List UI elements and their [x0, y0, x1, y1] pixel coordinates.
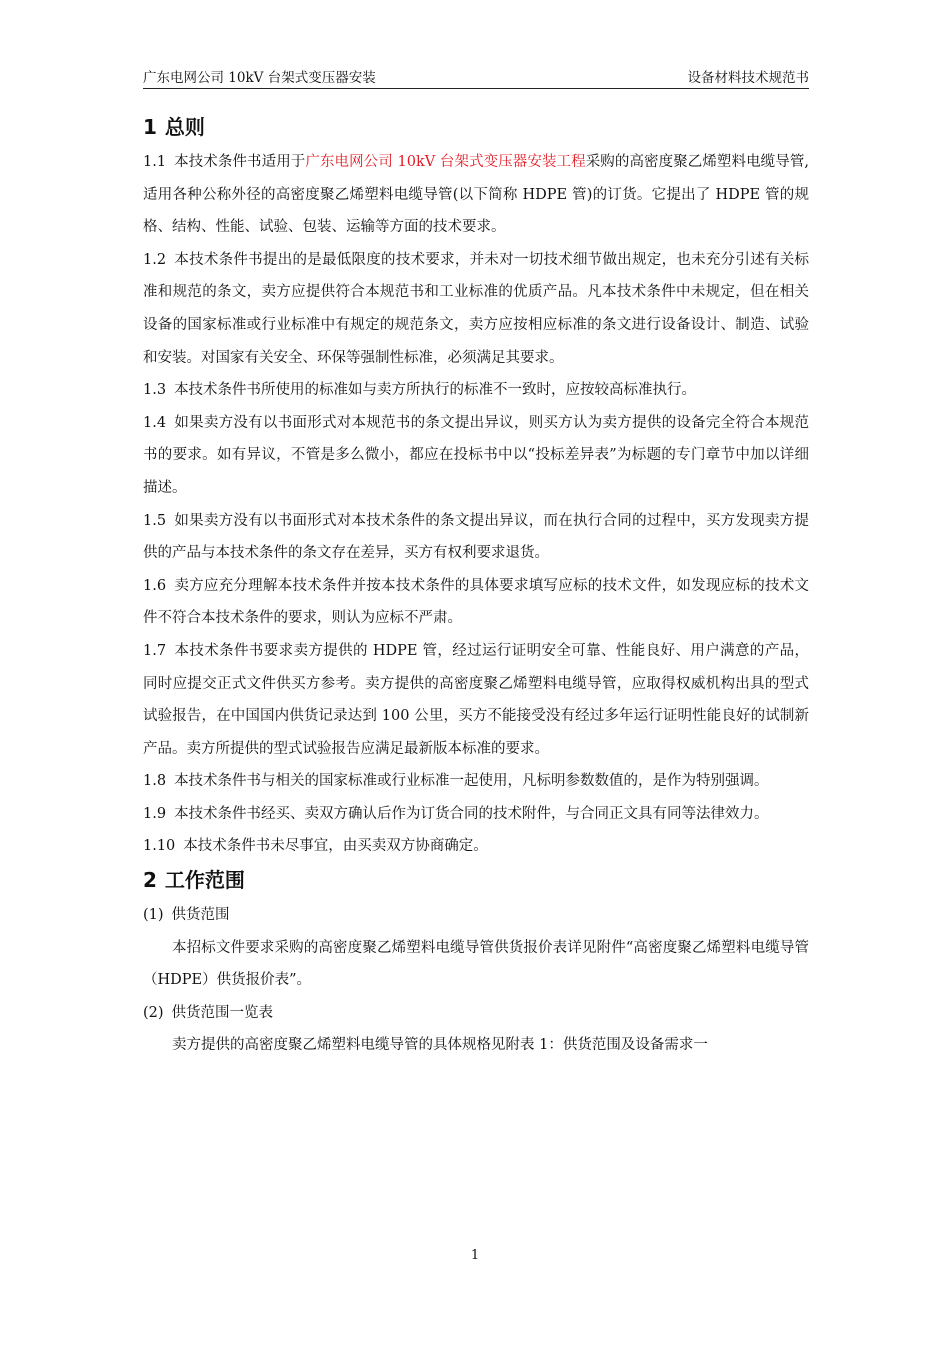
clause-number: 1.2 [143, 251, 167, 268]
clause-1-1 [143, 146, 809, 244]
clause-text: 本技术条件书未尽事宜，由买卖双方协商确定。 [183, 838, 488, 855]
clause-text: 如果卖方没有以书面形式对本规范书的条文提出异议，则买方认为卖方提供的设备完全符合本规范书的要求。如有异议，不管是多么微小，都应在投标书中以“投标差异表”为标题的专门章节中加以详细描述。 [143, 414, 809, 496]
project-name-highlight: 广东电网公司 10kV 台架式变压器安装工程 [305, 154, 586, 170]
section-number: 1 [143, 115, 157, 139]
section-heading-scope [143, 865, 809, 895]
clause-1-8 [143, 765, 809, 798]
clause-text: 本技术条件书提出的是最低限度的技术要求，并未对一切技术细节做出规定，也未充分引述有关标准和规范的条文，卖方应提供符合本规范书和工业标准的优质产品。凡本技术条件中未规定，但在相关设备的国家标准或行业标准中有规定的规范条文，卖方应按相应标准的条文进行设备设计、制造、试验和安装。对国家有关安全、环保等强制性标准，必须满足其要求。 [143, 251, 809, 366]
clause-text: 采购的高密度聚乙烯塑料电缆导管,适用各种公称外径的高密度聚乙烯塑料电缆导管(以下简称 HDPE 管)的订货。它提出了 HDPE 管的规格、结构、性能、试验、包装、运输等方面的技术要求。 [143, 154, 810, 236]
clause-number: 1.9 [143, 805, 167, 822]
clause-1-9 [143, 798, 809, 831]
clause-number: 1.8 [143, 773, 167, 790]
scope-item-2-body: 卖方提供的高密度聚乙烯塑料电缆导管的具体规格见附表 1：供货范围及设备需求一 [172, 1037, 708, 1054]
clause-1-2 [143, 244, 809, 374]
header-project-title: 广东电网公司 10kV 台架式变压器安装 [143, 70, 376, 86]
scope-item-2-label [143, 997, 809, 1030]
section-number: 2 [143, 868, 157, 893]
page-header [143, 64, 809, 89]
clause-number: 1.5 [143, 512, 167, 529]
scope-item-1-body: 本招标文件要求采购的高密度聚乙烯塑料电缆导管供货报价表详见附件“高密度聚乙烯塑料电缆导管（HDPE）供货报价表”。 [143, 939, 809, 989]
clause-1-4 [143, 407, 809, 505]
item-number: (2) [143, 1004, 164, 1021]
clause-number: 1.1 [143, 154, 167, 170]
item-number: (1) [143, 907, 164, 924]
clause-number: 1.4 [143, 414, 167, 431]
clause-1-7 [143, 635, 809, 765]
clause-text: 本技术条件书所使用的标准如与卖方所执行的标准不一致时，应按较高标准执行。 [174, 382, 697, 399]
header-doc-title: 设备材料技术规范书 [687, 70, 809, 86]
clause-1-6 [143, 570, 809, 635]
clause-text: 本技术条件书经买、卖双方确认后作为订货合同的技术附件，与合同正文具有同等法律效力。 [174, 805, 769, 822]
clause-text: 卖方应充分理解本技术条件并按本技术条件的具体要求填写应标的技术文件，如发现应标的技术文件不符合本技术条件的要求，则认为应标不严肃。 [143, 577, 809, 627]
clause-number: 1.10 [143, 838, 176, 855]
section-title: 工作范围 [164, 868, 245, 893]
clause-number: 1.7 [143, 642, 167, 659]
document-body [143, 112, 809, 1062]
clause-text: 本技术条件书与相关的国家标准或行业标准一起使用，凡标明参数数值的，是作为特别强调。 [174, 773, 769, 790]
clause-number: 1.6 [143, 577, 167, 594]
clause-1-10 [143, 830, 809, 863]
clause-1-5 [143, 505, 809, 570]
clause-text: 如果卖方没有以书面形式对本技术条件的条文提出异议，而在执行合同的过程中，买方发现卖方提供的产品与本技术条件的条文存在差异，买方有权利要求退货。 [143, 512, 809, 562]
section-heading-general [143, 112, 809, 142]
scope-item-1-label [143, 899, 809, 932]
clause-text: 本技术条件书适用于 [174, 154, 306, 170]
clause-1-3 [143, 374, 809, 407]
clause-text: 本技术条件书要求卖方提供的 HDPE 管，经过运行证明安全可靠、性能良好、用户满意的产品， 同时应提交正式文件供买方参考。卖方提供的高密度聚乙烯塑料电缆导管，应取得权威机构出具的型式试验报告，在中国国内供货记录达到 100 公里，买方不能接受没有经过多年运行证明性能良好的试制新产品。卖方所提供的型式试验报告应满足最新版本标准的要求。 [143, 642, 809, 757]
item-label: 供货范围一览表 [171, 1004, 274, 1021]
section-title: 总则 [164, 115, 205, 139]
page-number: 1 [470, 1248, 480, 1263]
item-label: 供货范围 [171, 907, 230, 924]
clause-number: 1.3 [143, 382, 167, 399]
